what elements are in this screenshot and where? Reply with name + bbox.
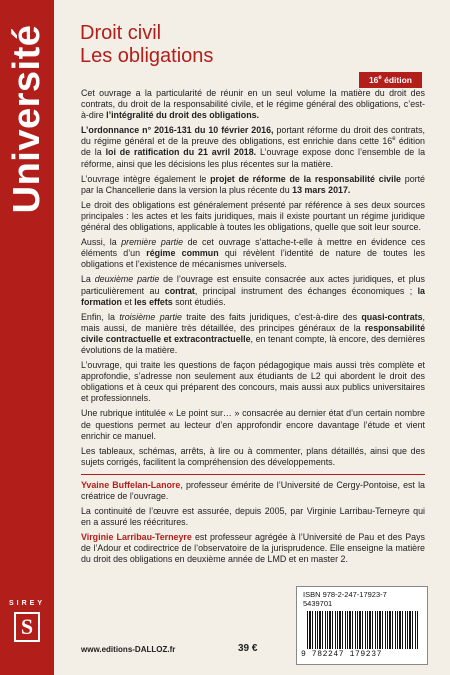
- edition-label: édition: [381, 75, 412, 85]
- paragraph: L’ordonnance n° 2016-131 du 10 février 2016, portant réforme du droit des contrats, du régime général et de la preuve des obligations, est enrichie dans cette 16e édition de la loi de ratification du 21 avril 2018. L’ouvrage expose donc l’ensemble de la réforme, ainsi que les décisions les plus récentes sur la matière.: [81, 125, 426, 169]
- author-paragraph: Yvaine Buffelan-Lanore, professeur émérite de l’Université de Cergy-Pontoise, est la créatrice de l’ouvrage.: [81, 479, 425, 501]
- ean-number: 9 782247 179237: [301, 650, 383, 659]
- barcode-bars-icon: [307, 611, 419, 649]
- paragraph: Le droit des obligations est généralement présenté par référence à ses deux sources principales : les actes et les faits juridiques, mais il existe pourtant un régime juridique général des obligations, applicable à toutes les obligations, quelle que soit leur source.: [81, 199, 425, 233]
- author-name: Yvaine Buffelan-Lanore: [81, 479, 181, 490]
- paragraph: L’ouvrage intègre également le projet de réforme de la responsabilité civile porté par la Chancellerie dans la version la plus récente du 13 mars 2017.: [81, 173, 425, 195]
- paragraph: La continuité de l’œuvre est assurée, depuis 2005, par Virginie Larribau-Terneyre qui en a assuré les réécritures.: [81, 506, 425, 528]
- barcode: [296, 586, 428, 665]
- publisher-website: www.editions-DALLOZ.fr: [81, 645, 176, 654]
- spine-band: [0, 0, 54, 675]
- isbn-label: ISBN 978-2-247-17923-7 5439701: [303, 590, 387, 608]
- edition-number: 16: [368, 75, 379, 85]
- edition-badge: [359, 72, 422, 88]
- edition-suffix: e: [378, 75, 382, 82]
- book-title-line2: Les obligations: [80, 45, 214, 67]
- description-text: [81, 88, 425, 570]
- paragraph: Aussi, la première partie de cet ouvrage s’attache-t-elle à mettre en évidence ces éléments d’un régime commun qui révèlent l’identité de nature de toutes les obligations et l’existence de mécanismes universels.: [81, 237, 425, 270]
- price: 39 €: [238, 643, 258, 654]
- book-title-line1: Droit civil: [80, 22, 162, 44]
- paragraph: Enfin, la troisième partie traite des faits juridiques, c’est-à-dire des quasi-contrats, mais aussi, de manière très détaillée, des principes généraux de la responsabilité civile contractuelle et extracontractuelle, en tenant compte, là encore, des dernières évolutions de la matière.: [81, 311, 425, 355]
- paragraph: Une rubrique intitulée « Le point sur… » consacrée au dernier état d’un certain nombre de questions permet au lecteur d’en approfondir encore davantage l’étude et vient enrichir ce manuel.: [81, 408, 425, 441]
- paragraph: Cet ouvrage a la particularité de réunir en un seul volume la matière du droit des contrats, du droit de la responsabilité civile, et le régime général des obligations, c’est-à-dire l’intégralité du droit des obligations.: [81, 88, 425, 121]
- publisher-name: SIREY: [8, 600, 45, 607]
- divider: [81, 474, 425, 475]
- paragraph: Les tableaux, schémas, arrêts, à lire ou à commenter, plans détaillés, ainsi que des sujets corrigés, facilitent la compréhension des développements.: [81, 445, 425, 467]
- paragraph: L’ouvrage, qui traite les questions de façon pédagogique mais aussi très complète et approfondie, s’adresse non seulement aux étudiants de L2 qui abordent le droit des obligations et à ceux qui préparent des concours, mais aussi aux publics universitaires et professionnels.: [81, 360, 425, 404]
- author-name: Virginie Larribau-Terneyre: [81, 532, 192, 543]
- author-paragraph: Virginie Larribau-Terneyre est professeur agrégée à l’Université de Pau et des Pays de l’Adour et codirectrice de l’observatoire de la jurisprudence. Elle enseigne la matière du droit des obligations en deuxième année de LMD et en master 2.: [81, 532, 425, 565]
- collection-title: Université: [6, 24, 48, 214]
- publisher-logo-icon: S: [14, 612, 40, 642]
- paragraph: La deuxième partie de l’ouvrage est ensuite consacrée aux actes juridiques, et plus particulièrement au contrat, principal instrument des échanges économiques ; la formation et les effets sont étudiés.: [81, 274, 425, 307]
